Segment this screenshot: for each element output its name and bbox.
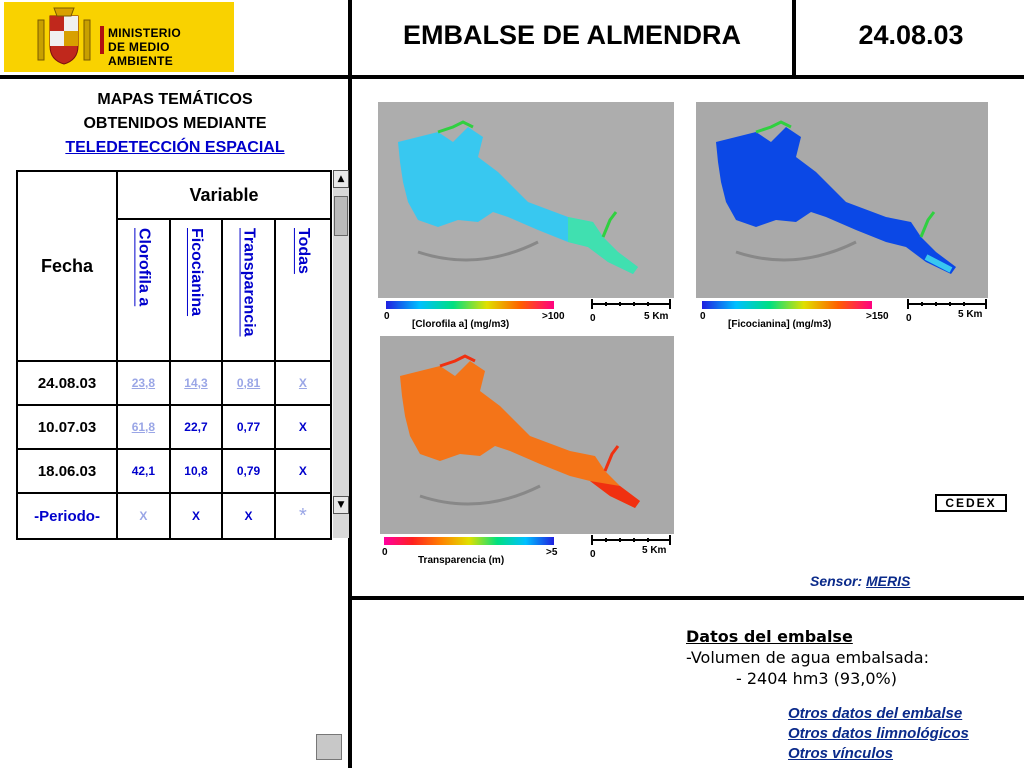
link-otros-datos-limnologicos[interactable]: Otros datos limnológicos bbox=[788, 725, 969, 742]
col-fecha: Fecha bbox=[17, 171, 117, 361]
ficocianina-scale-min: 0 bbox=[906, 313, 912, 324]
datos-embalse bbox=[686, 626, 929, 689]
ministry-line1: MINISTERIO bbox=[108, 26, 182, 40]
cell-clorofila[interactable]: 42,1 bbox=[117, 449, 170, 493]
panel-heading-line2: OBTENIDOS MEDIANTE bbox=[83, 115, 267, 132]
datos-volumen-label: -Volumen de agua embalsada: bbox=[686, 648, 929, 667]
var-transparencia[interactable] bbox=[222, 219, 275, 361]
var-ficocianina[interactable] bbox=[170, 219, 223, 361]
transparencia-min: 0 bbox=[382, 547, 388, 558]
row-date: 18.06.03 bbox=[17, 449, 117, 493]
variables-table bbox=[16, 170, 332, 540]
ministry-name bbox=[108, 26, 234, 68]
ficocianina-scale-max: 5 Km bbox=[958, 309, 983, 320]
transparencia-colorbar bbox=[384, 537, 554, 545]
datos-heading: Datos del embalse bbox=[686, 627, 853, 646]
ficocianina-colorbar bbox=[702, 301, 872, 309]
clorofila-label: [Clorofila a] (mg/m3) bbox=[412, 319, 510, 330]
cell-todas[interactable]: X bbox=[275, 449, 331, 493]
ministry-logo[interactable] bbox=[4, 2, 234, 72]
clorofila-colorbar bbox=[386, 301, 554, 309]
cell-transparencia[interactable]: 0,77 bbox=[222, 405, 275, 449]
var-transparencia-label[interactable]: Transparencia bbox=[240, 227, 258, 336]
col-variable: Variable bbox=[117, 171, 331, 219]
cell-clorofila[interactable]: 61,8 bbox=[117, 405, 170, 449]
clorofila-max: >100 bbox=[542, 311, 565, 322]
date-divider bbox=[792, 0, 796, 77]
ficocianina-min: 0 bbox=[700, 311, 706, 322]
sensor-info bbox=[810, 573, 910, 589]
related-links bbox=[788, 704, 969, 764]
cedex-logo[interactable]: CEDEX bbox=[935, 494, 1007, 512]
link-otros-vinculos[interactable]: Otros vínculos bbox=[788, 745, 894, 762]
logo-bar bbox=[100, 26, 104, 54]
scroll-up-button[interactable]: ▲ bbox=[333, 170, 349, 188]
row-date: 24.08.03 bbox=[17, 361, 117, 405]
periodo-label[interactable]: -Periodo- bbox=[17, 493, 117, 539]
clorofila-min: 0 bbox=[384, 311, 390, 322]
cell-transparencia[interactable]: 0,81 bbox=[222, 361, 275, 405]
cell-ficocianina[interactable]: X bbox=[170, 493, 223, 539]
sensor-link[interactable]: MERIS bbox=[866, 573, 911, 589]
datos-volumen-value: - 2404 hm3 (93,0%) bbox=[736, 669, 897, 688]
panel-heading-line1: MAPAS TEMÁTICOS bbox=[97, 91, 253, 108]
cell-transparencia[interactable]: 0,79 bbox=[222, 449, 275, 493]
scroll-down-button[interactable]: ▼ bbox=[333, 496, 349, 514]
table-row-periodo bbox=[17, 493, 331, 539]
transparencia-label: Transparencia (m) bbox=[418, 555, 505, 566]
cell-ficocianina[interactable]: 10,8 bbox=[170, 449, 223, 493]
cell-todas[interactable]: * bbox=[275, 493, 331, 539]
teledeteccion-link[interactable]: TELEDETECCIÓN ESPACIAL bbox=[65, 139, 285, 156]
nav-button[interactable] bbox=[316, 734, 342, 760]
header-divider bbox=[0, 75, 1024, 79]
cell-transparencia[interactable]: X bbox=[222, 493, 275, 539]
transparencia-scale-max: 5 Km bbox=[642, 545, 667, 556]
clorofila-scale-max: 5 Km bbox=[644, 311, 669, 322]
table-row bbox=[17, 405, 331, 449]
link-otros-datos-embalse[interactable]: Otros datos del embalse bbox=[788, 705, 963, 722]
table-row bbox=[17, 361, 331, 405]
bottom-divider bbox=[350, 596, 1024, 600]
clorofila-scale-min: 0 bbox=[590, 313, 596, 324]
ficocianina-map bbox=[696, 102, 988, 298]
cell-todas[interactable]: X bbox=[275, 405, 331, 449]
sensor-label: Sensor: bbox=[810, 573, 863, 589]
var-todas-label[interactable]: Todas bbox=[294, 227, 312, 274]
ministry-line2: DE MEDIO AMBIENTE bbox=[108, 40, 174, 68]
var-ficocianina-label[interactable]: Ficocianina bbox=[187, 227, 205, 316]
cell-clorofila[interactable]: X bbox=[117, 493, 170, 539]
table-row bbox=[17, 449, 331, 493]
var-clorofila-label[interactable]: Clorofila a bbox=[135, 227, 153, 306]
coat-of-arms-icon bbox=[34, 6, 94, 68]
cell-ficocianina[interactable]: 14,3 bbox=[170, 361, 223, 405]
table-scrollbar[interactable] bbox=[333, 170, 349, 538]
row-date: 10.07.03 bbox=[17, 405, 117, 449]
cell-clorofila[interactable]: 23,8 bbox=[117, 361, 170, 405]
cell-ficocianina[interactable]: 22,7 bbox=[170, 405, 223, 449]
ficocianina-max: >150 bbox=[866, 311, 889, 322]
transparencia-max: >5 bbox=[546, 547, 558, 558]
var-todas[interactable] bbox=[275, 219, 331, 361]
clorofila-scalebar bbox=[590, 298, 674, 312]
transparencia-scale-min: 0 bbox=[590, 549, 596, 560]
cell-todas[interactable]: X bbox=[275, 361, 331, 405]
panel-heading bbox=[30, 88, 320, 160]
var-clorofila[interactable] bbox=[117, 219, 170, 361]
clorofila-map bbox=[378, 102, 674, 298]
scroll-thumb[interactable] bbox=[334, 196, 348, 236]
ficocianina-label: [Ficocianina] (mg/m3) bbox=[728, 319, 832, 330]
page-title: EMBALSE DE ALMENDRA bbox=[402, 20, 741, 50]
transparencia-map bbox=[380, 336, 674, 534]
page-date: 24.08.03 bbox=[858, 20, 964, 50]
